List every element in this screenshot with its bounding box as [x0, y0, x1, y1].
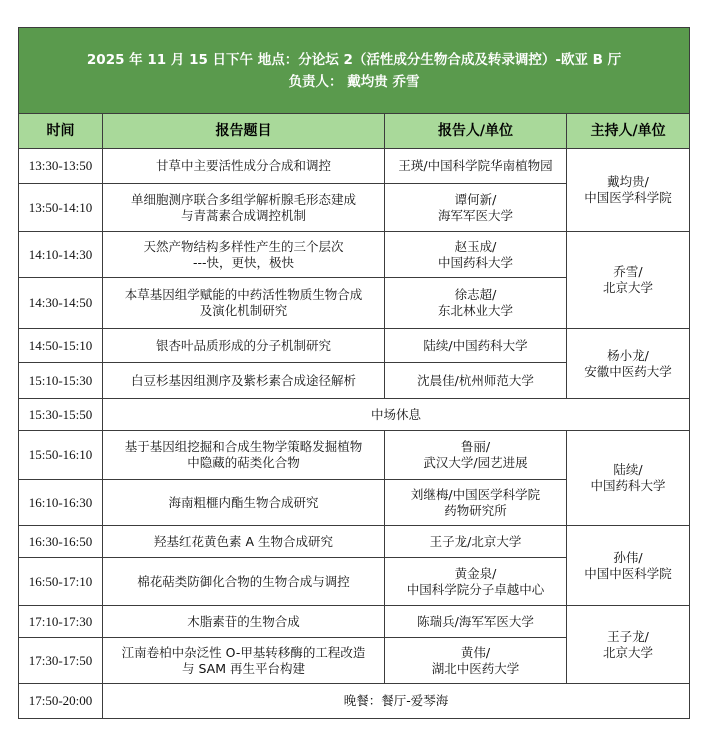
host-cell-line: 北京大学	[603, 644, 654, 660]
session-banner-cell	[19, 28, 690, 114]
speaker-cell-line: 东北林业大学	[437, 303, 513, 318]
speaker-cell	[385, 638, 567, 684]
host-cell-line: 陆续/	[613, 462, 643, 477]
header-title: 报告题目	[103, 114, 385, 149]
talk-title-line: 海南粗榧内酯生物合成研究	[168, 494, 319, 510]
talk-title	[103, 638, 385, 684]
speaker-cell	[385, 431, 567, 480]
header-host: 主持人/单位	[567, 114, 690, 149]
speaker-cell-line: 海军军医大学	[437, 207, 513, 223]
schedule-body	[19, 149, 690, 719]
talk-title-line: 及演化机制研究	[199, 303, 288, 318]
break-cell: 中场休息	[103, 399, 690, 431]
time-cell: 15:50-16:10	[19, 431, 103, 480]
time-cell: 17:30-17:50	[19, 638, 103, 684]
host-cell	[567, 606, 690, 684]
break-row	[19, 684, 690, 719]
talk-title-line: 羟基红花黄色素 A 生物合成研究	[154, 533, 333, 549]
host-cell-line: 中国中医科学院	[584, 565, 672, 581]
host-cell	[567, 431, 690, 526]
talk-title	[103, 329, 385, 363]
speaker-cell-line: 沈晨佳/杭州师范大学	[417, 372, 534, 388]
host-cell-line: 北京大学	[603, 280, 654, 295]
time-cell: 16:30-16:50	[19, 526, 103, 558]
talk-title	[103, 232, 385, 278]
speaker-cell-line: 刘继梅/中国医学科学院	[410, 486, 541, 502]
talk-title-line: 天然产物结构多样性产生的三个层次	[143, 238, 344, 254]
talk-title	[103, 184, 385, 232]
host-cell-line: 王子龙/	[607, 628, 649, 644]
speaker-cell	[385, 558, 567, 606]
host-cell-line: 中国药科大学	[590, 478, 666, 493]
speaker-cell-line: 徐志超/	[454, 287, 497, 302]
table-row	[19, 329, 690, 363]
table-row	[19, 149, 690, 184]
talk-title-line: 棉花萜类防御化合物的生物合成与调控	[137, 573, 350, 589]
speaker-cell-line: 陆续/中国药科大学	[423, 337, 528, 353]
session-banner	[19, 28, 690, 114]
break-cell: 晚餐：餐厅-爱琴海	[103, 684, 690, 719]
time-cell: 13:30-13:50	[19, 149, 103, 184]
speaker-cell-line: 王子龙/北京大学	[429, 533, 522, 549]
speaker-cell	[385, 278, 567, 329]
speaker-cell	[385, 232, 567, 278]
speaker-cell-line: 药物研究所	[444, 502, 507, 518]
speaker-cell-line: 鲁丽/	[460, 439, 491, 454]
talk-title	[103, 480, 385, 526]
speaker-cell	[385, 363, 567, 399]
speaker-cell	[385, 149, 567, 184]
talk-title	[103, 363, 385, 399]
time-cell: 16:10-16:30	[19, 480, 103, 526]
talk-title-line: 与青蒿素合成调控机制	[180, 207, 306, 223]
header-time: 时间	[19, 114, 103, 149]
talk-title-line: 单细胞测序联合多组学解析腺毛形态建成	[130, 191, 356, 207]
talk-title-line: 基于基因组挖掘和合成生物学策略发掘植物	[124, 439, 363, 454]
table-row	[19, 431, 690, 480]
schedule-table	[18, 27, 690, 719]
table-row	[19, 232, 690, 278]
host-cell	[567, 526, 690, 606]
session-info: 2025 年 11 月 15 日下午 地点：分论坛 2（活性成分生物合成及转录调控）-欧亚 B 厅	[86, 51, 622, 68]
speaker-cell	[385, 184, 567, 232]
host-cell	[567, 329, 690, 399]
break-row	[19, 399, 690, 431]
speaker-cell-line: 中国药科大学	[437, 254, 513, 270]
host-cell-line: 安徽中医药大学	[584, 363, 672, 379]
time-cell: 15:10-15:30	[19, 363, 103, 399]
time-cell: 16:50-17:10	[19, 558, 103, 606]
speaker-cell-line: 赵玉成/	[454, 238, 497, 254]
table-row	[19, 606, 690, 638]
speaker-cell	[385, 526, 567, 558]
talk-title-line: 白豆杉基因组测序及紫杉素合成途径解析	[130, 372, 356, 388]
talk-title-line: ---快，更快，极快	[192, 254, 295, 270]
host-cell-line: 孙伟/	[613, 549, 643, 565]
speaker-cell	[385, 606, 567, 638]
speaker-cell	[385, 329, 567, 363]
speaker-cell-line: 中国科学院分子卓越中心	[406, 581, 545, 597]
talk-title-line: 本草基因组学赋能的中药活性物质生物合成	[124, 287, 363, 302]
speaker-cell-line: 谭何新/	[454, 191, 497, 207]
time-cell: 17:50-20:00	[19, 684, 103, 719]
host-cell-line: 戴均贵/	[607, 174, 649, 189]
speaker-cell-line: 黄伟/	[460, 644, 491, 660]
speaker-cell-line: 湖北中医药大学	[431, 660, 520, 676]
time-cell: 14:10-14:30	[19, 232, 103, 278]
talk-title	[103, 606, 385, 638]
header-speaker: 报告人/单位	[385, 114, 567, 149]
speaker-cell-line: 王瑛/中国科学院华南植物园	[398, 158, 553, 173]
table-header	[19, 114, 690, 149]
time-cell: 14:50-15:10	[19, 329, 103, 363]
time-cell: 15:30-15:50	[19, 399, 103, 431]
speaker-cell-line: 陈瑞兵/海军军医大学	[417, 613, 534, 629]
talk-title	[103, 278, 385, 329]
host-cell-line: 中国医学科学院	[584, 190, 672, 205]
talk-title	[103, 431, 385, 480]
time-cell: 17:10-17:30	[19, 606, 103, 638]
host-cell-line: 乔雪/	[613, 264, 643, 279]
talk-title-line: 与 SAM 再生平台构建	[182, 660, 305, 676]
table-row	[19, 526, 690, 558]
host-cell	[567, 149, 690, 232]
time-cell: 14:30-14:50	[19, 278, 103, 329]
host-cell	[567, 232, 690, 329]
talk-title	[103, 558, 385, 606]
time-cell: 13:50-14:10	[19, 184, 103, 232]
talk-title-line: 甘草中主要活性成分合成和调控	[155, 158, 331, 173]
speaker-cell-line: 武汉大学/园艺进展	[423, 455, 528, 470]
talk-title-line: 江南卷柏中杂泛性 O-甲基转移酶的工程改造	[121, 644, 366, 660]
session-chairs: 负责人： 戴均贵 乔雪	[288, 73, 420, 90]
talk-title	[103, 149, 385, 184]
speaker-cell	[385, 480, 567, 526]
talk-title-line: 中隐藏的萜类化合物	[187, 455, 300, 470]
talk-title-line: 银杏叶品质形成的分子机制研究	[155, 337, 331, 353]
talk-title	[103, 526, 385, 558]
speaker-cell-line: 黄金泉/	[454, 565, 497, 581]
talk-title-line: 木脂素苷的生物合成	[187, 613, 300, 629]
host-cell-line: 杨小龙/	[607, 347, 649, 363]
